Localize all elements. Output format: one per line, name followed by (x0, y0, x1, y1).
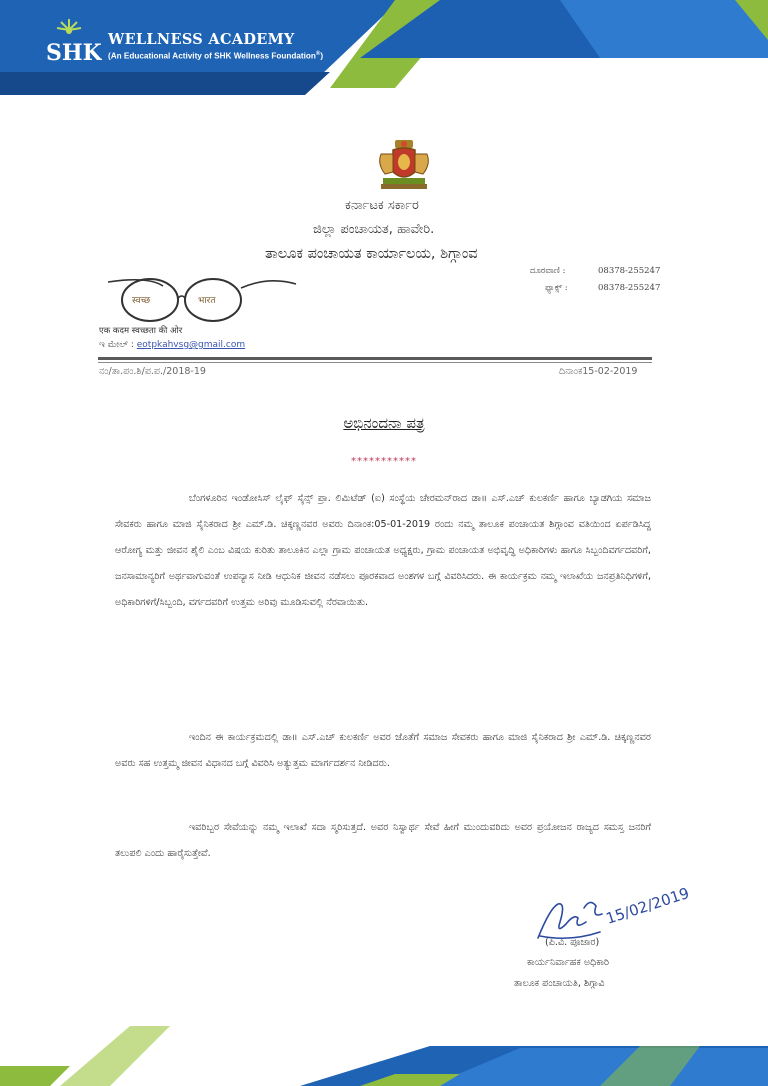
phone-label: ದೂರವಾಣಿ : (530, 266, 566, 276)
phone-number: 08378-255247 (598, 266, 661, 276)
letterhead-rule-thin (98, 362, 652, 363)
reference-date: ದಿನಾಂಕ15-02-2019 (559, 366, 638, 377)
signatory-designation: ಕಾರ್ಯನಿರ್ವಾಹಕ ಅಧಿಕಾರಿ (527, 957, 610, 968)
registered-mark: ® (315, 51, 321, 57)
email-label: ಇ ಮೇಲ್ : (99, 340, 134, 350)
office-name: ತಾಲೂಕ ಪಂಚಾಯತ ಕಾರ್ಯಾಲಯ, ಶಿಗ್ಗಾಂವ (265, 246, 478, 262)
government-name: ಕರ್ನಾಟಕ ಸರ್ಕಾರ (345, 198, 419, 213)
paragraph-3: ಇವರಿಬ್ಬರ ಸೇವೆಯನ್ನು ನಮ್ಮ ಇಲಾಖೆ ಸದಾ ಸ್ಮರಿಸುತ್ತದೆ. ಅವರ ನಿಸ್ವಾರ್ಥ ಸೇವೆ ಹೀಗೆ ಮುಂದುವರಿದು ಅವರ ಪ್ರಯೋಜನ ರಾಜ್ಯದ ಸಮಸ್ತ ಜನರಿಗೆ ತಲುಪಲಿ ಎಂದು ಹಾರೈಸುತ್ತೇವೆ. (115, 822, 651, 859)
svg-text:SHK: SHK (46, 40, 102, 66)
brand-subtitle-text: (An Educational Activity of SHK Wellness Foundation (108, 51, 316, 61)
brand-subtitle-end: ) (320, 51, 324, 61)
letterhead-rule-thick (98, 357, 652, 360)
swachh-text: स्वच्छ (132, 296, 151, 306)
email-row (99, 340, 245, 350)
swachh-tagline: एक कदम स्वच्छता की ओर (99, 326, 183, 336)
fax-number: 08378-255247 (598, 283, 661, 293)
district-name: ಜಿಲ್ಲಾ ಪಂಚಾಯತ, ಹಾವೇರಿ. (313, 222, 435, 237)
letter-title (0, 414, 768, 432)
footer-banner (0, 1026, 768, 1086)
reference-number: ನಂ/ತಾ.ಪಂ.ಶಿ/ಪ.ಪ./2018-19 (99, 366, 206, 377)
bharat-text: भारत (198, 296, 216, 306)
swachh-bharat-glasses-logo-icon (108, 270, 298, 326)
title-separator-stars: *********** (351, 456, 417, 467)
brand-title: WELLNESS ACADEMY (108, 31, 295, 48)
signatory-office: ತಾಲೂಕ ಪಂಚಾಯತಿ, ಶಿಗ್ಗಾವಿ (514, 978, 605, 989)
paragraph-2: ಇಂದಿನ ಈ ಕಾರ್ಯಕ್ರಮದಲ್ಲಿ ಡಾ॥ ಎಸ್.ಎಚ್ ಕುಲಕರ್ಣಿ ಅವರ ಜೊತೆಗೆ ಸಮಾಜ ಸೇವಕರು ಹಾಗೂ ಮಾಜಿ ಸೈನಿಕರಾದ ಶ್ರೀ ಎಮ್.ಡಿ. ಚಿಕ್ಕಣ್ಣನವರ ಅವರು ಸಹ ಉತ್ತಮ್ಮ ಜೀವನ ವಿಧಾನದ ಬಗ್ಗೆ ವಿವರಿಸಿ ಅತ್ಯುತ್ತಮ ಮಾರ್ಗದರ್ಶನ ನೀಡಿದರು. (115, 732, 651, 769)
paragraph-1: ಬೆಂಗಳೂರಿನ ಇಂಡೋಸಿಸ್ ಲೈಫ್ ಸೈನ್ಸ್ ಪ್ರಾ. ಲಿಮಿಟೆಡ್ (ಐ) ಸಂಸ್ಥೆಯ ಚೇರಮನ್‌ರಾದ ಡಾ॥ ಎಸ್.ಎಚ್ ಕುಲಕರ್ಣಿ ಹಾಗೂ ಬ್ಯಾಡಗಿಯ ಸಮಾಜ ಸೇವಕರು ಹಾಗೂ ಮಾಜಿ ಸೈನಿಕರಾದ ಶ್ರೀ ಎಮ್.ಡಿ. ಚಿಕ್ಕಣ್ಣನವರ ಅವರು ದಿನಾಂಕ:05-01-2019 ರಂದು ನಮ್ಮ ತಾಲೂಕ ಪಂಚಾಯತ ಶಿಗ್ಗಾಂವ ವತಿಯಿಂದ ಏರ್ಪಡಿಸಿದ್ದ ಆರೋಗ್ಯ ಮತ್ತು ಜೀವನ ಶೈಲಿ ಎಂಬ ವಿಷಯ ಕುರಿತು ತಾಲೂಕಿನ ಎಲ್ಲಾ ಗ್ರಾಮ ಪಂಚಾಯತ ಅಧ್ಯಕ್ಷರು, ಗ್ರಾಮ ಪಂಚಾಯತ ಅಭಿವೃದ್ಧಿ ಅಧಿಕಾರಿಗಳು ಹಾಗೂ ಸಿಬ್ಬಂದಿವರ್ಗದವರಿಗೆ, ಜನಸಾಮಾನ್ಯರಿಗೆ ಅರ್ಥವಾಗುವಂತೆ ಉಪನ್ಯಾಸ ನೀಡಿ ಆಧುನಿಕ ಜೀವನ ನಡೆಸಲು ಪೂರಕವಾದ ಅಂಶಗಳ ಬಗ್ಗೆ ವಿವರಿಸಿದರು. ಈ ಕಾರ್ಯಕ್ರಮ ನಮ್ಮ ಇಲಾಖೆಯ ಜನಪ್ರತಿನಿಧಿಗಳಿಗೆ, ಅಧಿಕಾರಿಗಳಿಗೆ/ಸಿಬ್ಬಂದಿ, ವರ್ಗದವರಿಗೆ ಉತ್ತಮ ಅರಿವು ಮೂಡಿಸುವಲ್ಲಿ ನೆರವಾಯಿತು. (115, 493, 651, 608)
karnataka-emblem-icon (373, 138, 435, 192)
letter-title-text: ಅಭಿನಂದನಾ ಪತ್ರ (343, 414, 425, 432)
email-link[interactable]: eotpkahvsg@gmail.com (136, 340, 246, 350)
brand-subtitle (108, 51, 323, 61)
signature-date: 15/02/2019 (603, 883, 692, 928)
signatory-name: (ಪಿ.ವಿ. ಪೂಜಾರ) (545, 937, 600, 948)
fax-label: ಫ್ಯಾಕ್ಸ್ : (545, 283, 568, 293)
shk-logo-icon (44, 16, 102, 66)
